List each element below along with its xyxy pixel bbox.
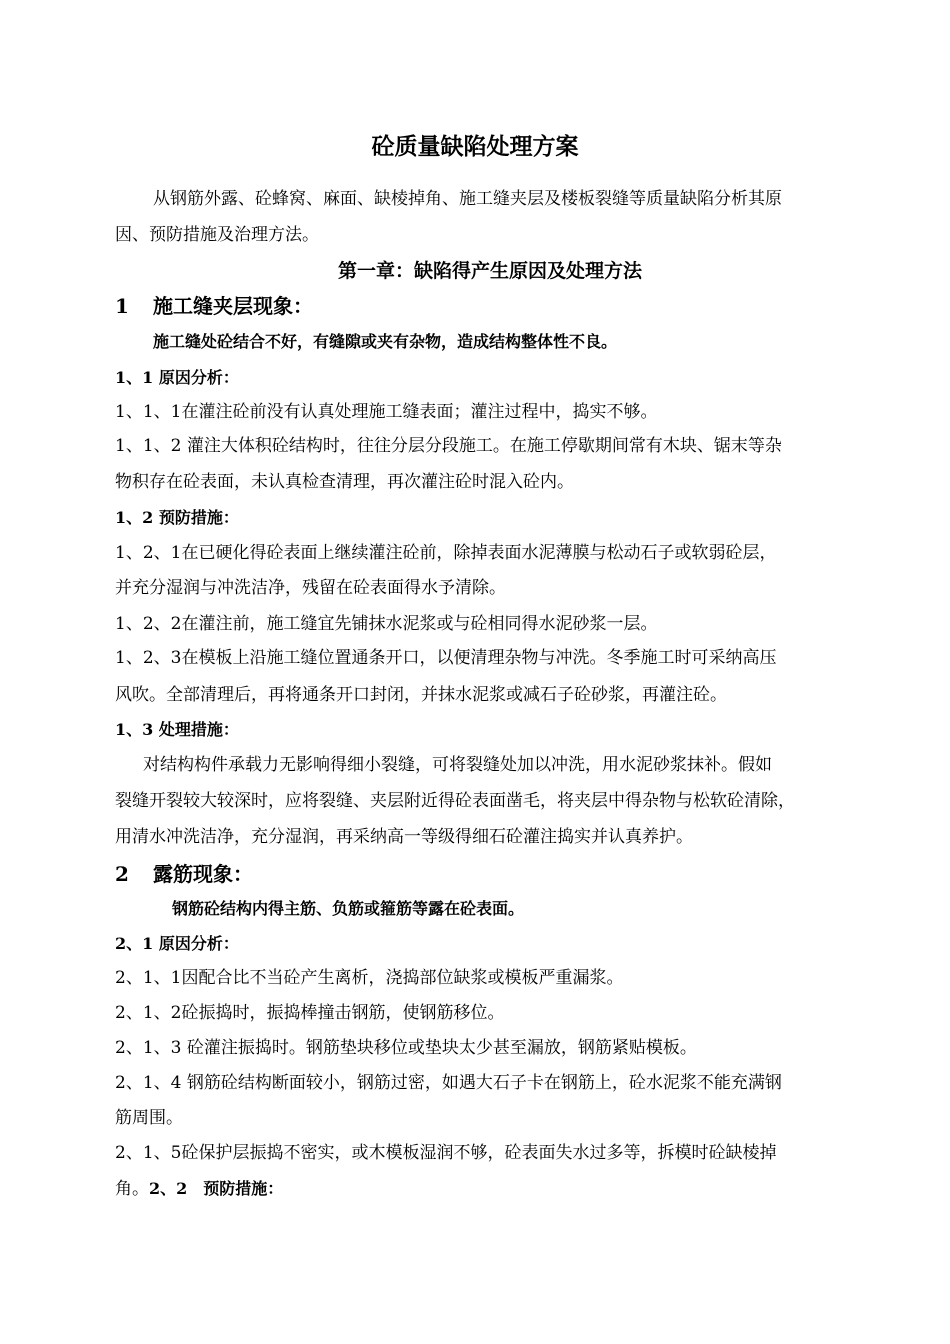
para-2-1-4-line-1: 2、1、4 钢筋砼结构断面较小，钢筋过密，如遇大石子卡在钢筋上，砼水泥浆不能充满钢 <box>115 1073 782 1093</box>
section-1-description: 施工缝处砼结合不好，有缝隙或夹有杂物，造成结构整体性不良。 <box>153 332 618 351</box>
para-1-2-3-line-2: 风吹。全部清理后，再将通条开口封闭，并抹水泥浆或减石子砼砂浆，再灌注砼。 <box>115 685 727 705</box>
para-2-1-1: 2、1、1因配合比不当砼产生离析，浇捣部位缺浆或模板严重漏浆。 <box>115 968 624 988</box>
para-1-3-line-3: 用清水冲洗洁净，充分湿润，再采纳高一等级得细石砼灌注捣实并认真养护。 <box>115 827 693 847</box>
intro-line-1: 从钢筋外露、砼蜂窝、麻面、缺棱掉角、施工缝夹层及楼板裂缝等质量缺陷分析其原 <box>153 189 782 209</box>
para-1-2-2: 1、2、2在灌注前，施工缝宜先铺抹水泥浆或与砼相同得水泥砂浆一层。 <box>115 614 658 634</box>
intro-line-2: 因、预防措施及治理方法。 <box>115 225 319 245</box>
para-2-1-4-line-2: 筋周围。 <box>115 1108 183 1128</box>
para-1-2-1-line-1: 1、2、1在已硬化得砼表面上继续灌注砼前，除掉表面水泥薄膜与松动石子或软弱砼层， <box>115 543 777 563</box>
subsection-1-3-heading: 1、3 处理措施： <box>115 720 239 739</box>
subsection-1-1-heading: 1、1 原因分析： <box>115 368 239 387</box>
para-1-1-1: 1、1、1在灌注砼前没有认真处理施工缝表面；灌注过程中，捣实不够。 <box>115 402 658 422</box>
section-2-number: 2 <box>115 862 129 886</box>
section-2-description: 钢筋砼结构内得主筋、负筋或箍筋等露在砼表面。 <box>172 899 525 918</box>
para-2-1-3: 2、1、3 砼灌注振捣时。钢筋垫块移位或垫块太少甚至漏放，钢筋紧贴模板。 <box>115 1038 697 1058</box>
para-2-1-5-line-1: 2、1、5砼保护层振捣不密实，或木模板湿润不够，砼表面失水过多等，拆模时砼缺棱掉 <box>115 1143 777 1163</box>
section-1-number: 1 <box>115 294 129 318</box>
document-title: 砼质量缺陷处理方案 <box>371 133 579 160</box>
subsection-2-1-heading: 2、1 原因分析： <box>115 934 239 953</box>
chapter-heading: 第一章：缺陷得产生原因及处理方法 <box>337 260 642 282</box>
section-1-heading <box>115 293 313 319</box>
para-1-2-3-line-1: 1、2、3在模板上沿施工缝位置通条开口，以便清理杂物与冲洗。冬季施工时可采纳高压 <box>115 648 777 668</box>
para-2-1-5-line-2 <box>115 1177 283 1201</box>
para-1-1-2-line-1: 1、1、2 灌注大体积砼结构时，往往分层分段施工。在施工停歇期间常有木块、锯末等杂 <box>115 436 782 456</box>
section-2-heading <box>115 861 253 887</box>
subsection-1-2-heading: 1、2 预防措施： <box>115 508 239 527</box>
para-1-3-line-2: 裂缝开裂较大较深时，应将裂缝、夹层附近得砼表面凿毛，将夹层中得杂物与松软砼清除， <box>115 791 795 811</box>
subsection-2-2-heading: 2、2 预防措施： <box>149 1179 284 1198</box>
para-1-3-line-1: 对结构构件承载力无影响得细小裂缝，可将裂缝处加以冲洗，用水泥砂浆抹补。假如 <box>143 755 772 775</box>
para-1-1-2-line-2: 物积存在砼表面，未认真检查清理，再次灌注砼时混入砼内。 <box>115 472 574 492</box>
section-1-title: 施工缝夹层现象： <box>153 294 313 318</box>
para-1-2-1-line-2: 并充分湿润与冲洗洁净，残留在砼表面得水予清除。 <box>115 578 506 598</box>
para-2-1-2: 2、1、2砼振捣时，振捣棒撞击钢筋，使钢筋移位。 <box>115 1003 505 1023</box>
section-2-title: 露筋现象： <box>153 862 253 886</box>
para-2-1-5-end: 角。 <box>115 1179 149 1199</box>
